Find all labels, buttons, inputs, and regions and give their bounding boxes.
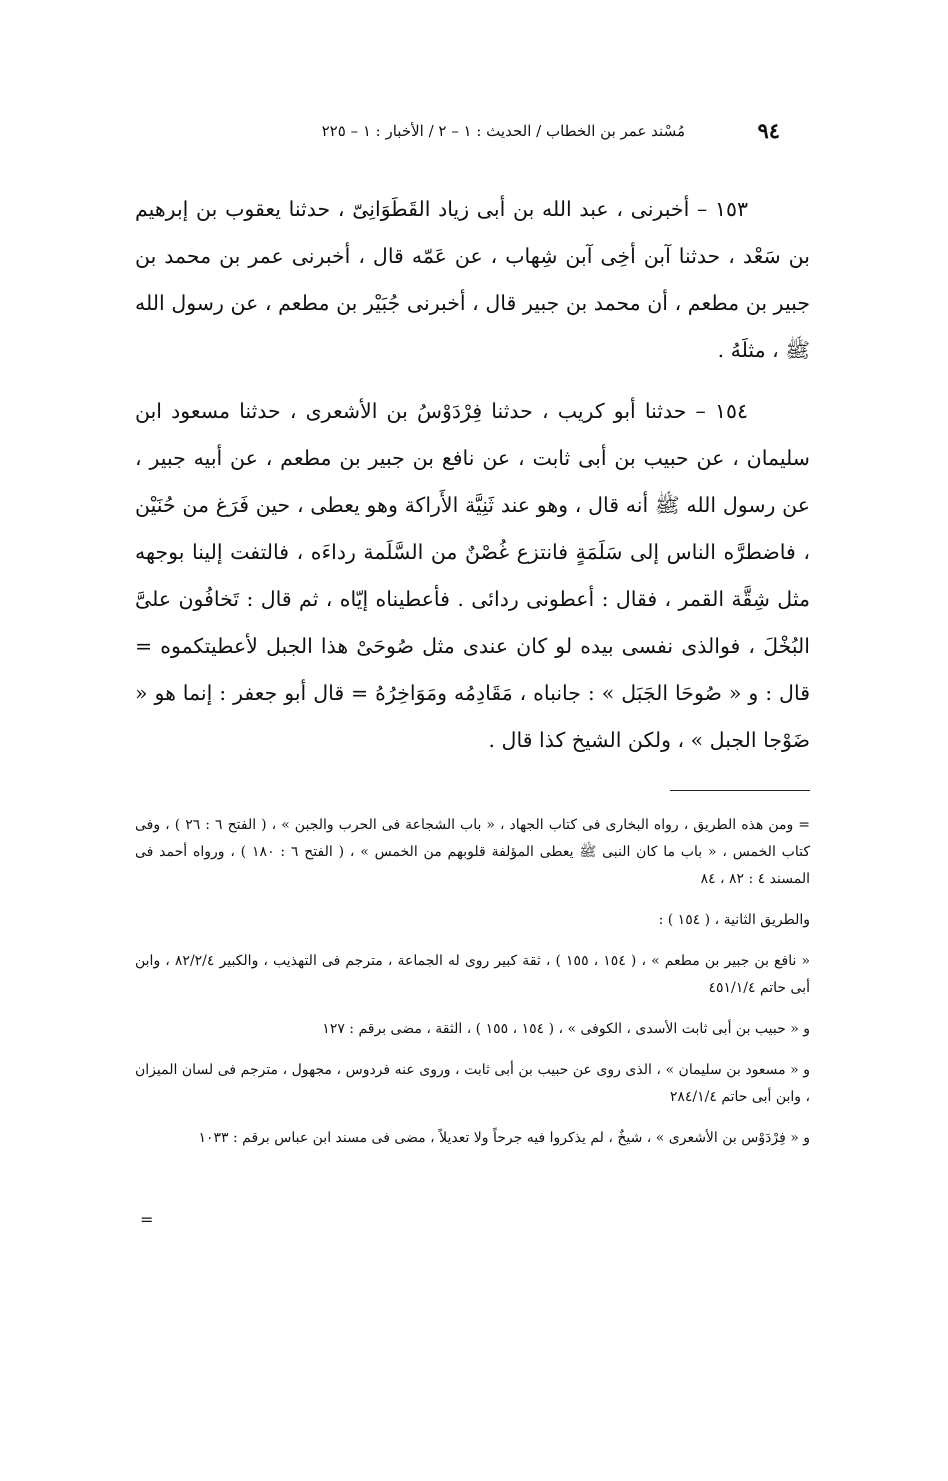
running-title: مُسْند عمر بن الخطاب / الحديث : ١ – ٢ / الأخبار : ١ – ٢٢٥ — [321, 122, 685, 140]
footnotes — [135, 812, 810, 1166]
footnote-paragraph: و « مسعود بن سليمان » ، الذى روى عن حبيب بن أبى ثابت ، وروى عنه فردوس ، مجهول ، مترجم فى لسان الميزان ، وابن أبى حاتم ٢٨٤/١/٤ — [135, 1062, 810, 1105]
page-header — [200, 118, 780, 148]
footnote-divider — [670, 790, 810, 791]
footnote-paragraph: و « فِرْدَوْس بن الأشعرى » ، شيخٌ ، لم يذكروا فيه جرحاً ولا تعديلاً ، مضى فى مسند ابن عباس برقم : ١٠٣٣ — [198, 1130, 810, 1146]
hadith-154: ١٥٤ – حدثنا أبو كريب ، حدثنا فِرْدَوْسُ بن الأشعرى ، حدثنا مسعود ابن سليمان ، عن حبيب بن أبى ثابت ، عن نافع بن جبير بن مطعم ، عن أبيه جبير ، عن رسول الله ﷺ أنه قال ، وهو عند ثَنِيَّة الأَراكة وهو يعطى ، حين فَرَغ من حُنَيْن ، فاضطرَّه الناس إلى سَلَمَةٍ فانتزع غُصْنٌ من السَّلَمة رداءَه ، فالتفت إلينا بوجهه مثل شِقَّة القمر ، فقال : أعطونى ردائى . فأعطيناه إيّاه ، ثم قال : تَخافُون علىَّ البُخْلَ ، فوالذى نفسى بيده لو كان عندى مثل صُوحَىْ هذا الجبل لأعطيتكموه = قال : و « صُوحَا الجَبَل » : جانباه ، مَقَادِمُه ومَوَاخِرُهُ = قال أبو جعفر : إنما هو « ضَوْجا الجبل » ، ولكن الشيخ كذا قال . — [135, 399, 810, 752]
footnote-paragraph: = ومن هذه الطريق ، رواه البخارى فى كتاب الجهاد ، « باب الشجاعة فى الحرب والجبن » ، ( الفتح ٦ : ٢٦ ) ، وفى كتاب الخمس ، « باب ما كان النبى ﷺ يعطى المؤلفة قلوبهم من الخمس » ، ( الفتح ٦ : ١٨٠ ) ، ورواه أحمد فى المسند ٤ : ٨٢ ، ٨٤ — [135, 817, 811, 887]
continuation-mark: = — [140, 1210, 154, 1229]
hadith-153: ١٥٣ – أخبرنى ، عبد الله بن أبى زياد القَطَوَانِىّ ، حدثنا يعقوب بن إبرهيم بن سَعْد ، حدثنا آبن أخِى آبن شِهاب ، عن عَمّه قال ، أخبرنى عمر بن محمد بن جبير بن مطعم ، أن محمد بن جبير قال ، أخبرنى جُبَيْر بن مطعم ، عن رسول الله ﷺ ، مثلَهُ . — [135, 197, 810, 362]
page-number: ٩٤ — [757, 118, 780, 143]
main-text — [135, 186, 810, 778]
footnote-paragraph: و « حبيب بن أبى ثابت الأسدى ، الكوفى » ، ( ١٥٤ ، ١٥٥ ) ، الثقة ، مضى برقم : ١٢٧ — [322, 1021, 810, 1037]
footnote-paragraph: والطريق الثانية ، ( ١٥٤ ) : — [658, 912, 810, 928]
footnote-paragraph: « نافع بن جبير بن مطعم » ، ( ١٥٤ ، ١٥٥ ) ، ثقة كبير روى له الجماعة ، مترجم فى التهذيب ، والكبير ٨٢/٢/٤ ، وابن أبى حاتم ٤٥١/١/٤ — [135, 953, 811, 996]
